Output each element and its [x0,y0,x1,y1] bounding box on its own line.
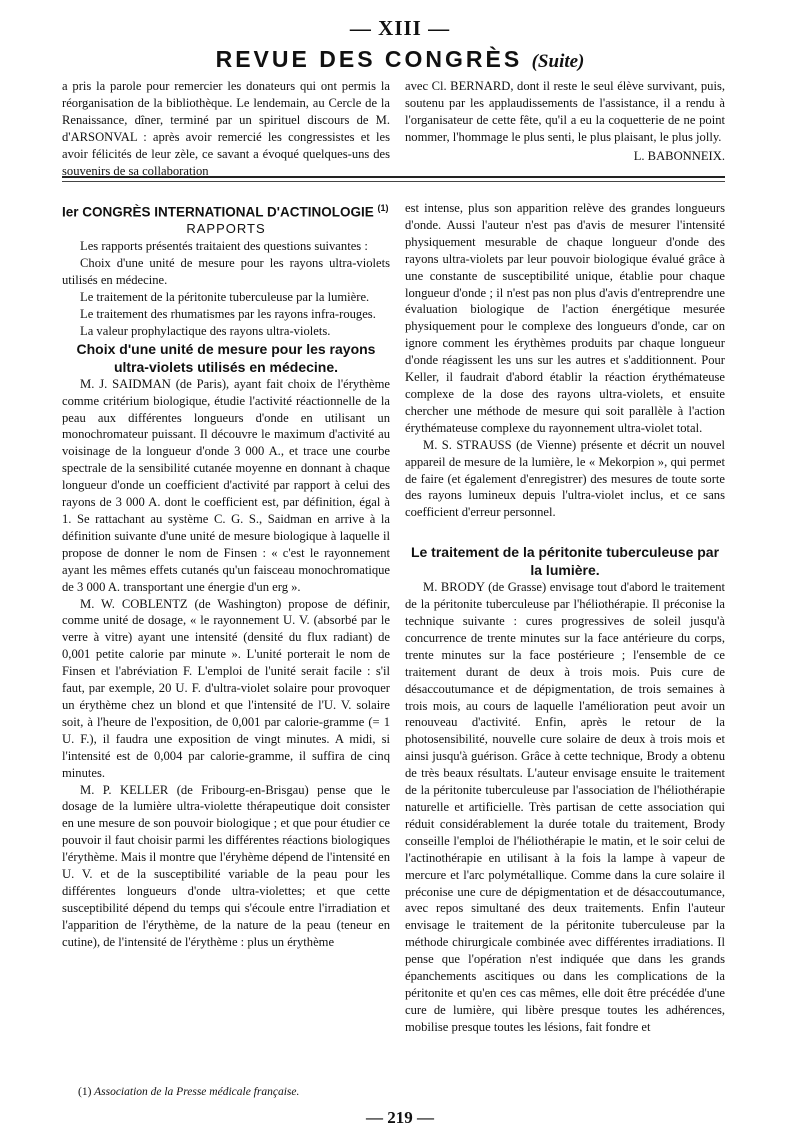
top-left-column [62,78,390,179]
footnote [78,1086,378,1098]
roman-page-number: — XIII — [349,16,451,40]
congres-heading [62,200,390,221]
title-suffix: (Suite) [531,51,585,72]
section-divider-thin [62,181,725,182]
left-column [62,200,390,951]
page-title [0,46,800,73]
paragraph-saidman: M. J. SAIDMAN (de Paris), ayant fait choix de l'érythème comme critérium biologique, étudie l'activité réactionnelle de la peau aux différentes longueurs d'onde en utilisant un monochromateur puissant. Il découvre le maximum d'activité au voisinage de la longueur d'onde 3 000 A., et trace une courbe spectrale de la sensibilité cutanée moyenne en donnant à chaque longueur d'onde un coefficient d'activité par rapport à celui des rayons de 3 000 A. dont le coefficient est, par définition, égal à 1. Se rattachant au système C. G. S., Saidman en arrive à la définition suivante d'une unité de mesure biologique à laquelle il propose de donner le nom de Finsen : « c'est le rayonnement ayant les mêmes effets cutanés qu'un faisceau monochromatique de 3 000 A. transportant une énergie d'un erg ». [62,376,390,594]
right-column [405,200,725,1036]
section-heading-peritonite: Le traitement de la péritonite tuberculeuse par la lumière. [410,544,720,579]
list-item: Le traitement de la péritonite tuberculeuse par la lumière. [80,290,370,305]
paragraph-strauss: M. S. STRAUSS (de Vienne) présente et décrit un nouvel appareil de mesure de la lumière, le « Mekorpion », qui permet de faire (et également d'enregistrer) des mesures de toute sorte des rayons lumineux depuis l'ultra-violet inclus, et ce sans coefficient d'erreur personnel. [405,437,725,520]
congres-title: CONGRÈS INTERNATIONAL D'ACTINOLOGIE [82,204,374,220]
section-divider [62,176,725,178]
list-item: La valeur prophylactique des rayons ultra-violets. [80,323,331,338]
title-main: REVUE DES CONGRÈS [215,46,523,72]
paragraph-keller-cont: est intense, plus son apparition relève des grandes longueurs d'onde. Aussi l'auteur n'est pas d'avis de mesurer l'intensité physiquement mesurable de chaque longueur d'onde des rayons ultra-violets par leur pouvoir biologique évalué grâce à une constante de susceptibilité unique, établie pour chaque longueur d'onde ; il n'est pas non plus d'avis d'entreprendre une évaluation biologique de l'action énergétique mesurée physiquement pour le complexe des longueurs d'onde, car on ignore comment les érythèmes produits par chaque longueur d'onde réagissent les uns sur les autres et s'additionnent. Pour Keller, il faudrait d'abord établir la réaction érythémateuse complexe de la dose des rayons ultra-violets, et ensuite chercher une méthode de mesure qui soit parallèle à l'action érythémateuse complexe du rayonnement ultra-violet total. [405,201,725,435]
top-left-text: a pris la parole pour remercier les donateurs qui ont permis la réorganisation de la bibliothèque. Le lendemain, au Cercle de la Renaissance, dîner, terminé par un spirituel discours de M. d'ARSONVAL : après avoir remercié les congressistes et les avoir félicités de leur zèle, ce savant a évoqué quelques-uns des souvenirs de sa collaboration [62,79,390,178]
intro-paragraph: Les rapports présentés traitaient des questions suivantes : [80,239,368,254]
signature: L. BABONNEIX. [633,148,725,163]
footnote-text: Association de la Presse médicale française. [94,1086,300,1098]
list-item: Le traitement des rhumatismes par les rayons infra-rouges. [80,306,376,321]
rapports-heading: RAPPORTS [186,221,266,237]
congres-roman: Ier [62,204,79,220]
paragraph-coblentz: M. W. COBLENTZ (de Washington) propose de définir, comme unité de dosage, « le rayonnement U. V. (absorbé par le verre à vitre) ayant une intensité (densité du flux radiant) de 0,001 petite calorie par minute ». L'unité porterait le nom de Finsen et l'abréviation F. L'emploi de l'unité serait facile : s'il faut, par exemple, 20 U. F. d'ultra-violet solaire pour provoquer un érythème chez un blond et que l'intensité de l'U. V. solaire soit, à l'heure de l'exposition, de 0,001 par calorie-gramme (= 1 U. F.), il faudra une exposition de vingt minutes. A midi, si l'intensité est de 0,004 par calorie-gramme, il suffira de cinq minutes. [62,596,390,780]
paragraph-keller: M. P. KELLER (de Fribourg-en-Brisgau) pense que le dosage de la lumière ultra-violette thérapeutique doit consister en une mesure de son pouvoir biologique ; et que pour étudier ce pouvoir il faut choisir parmi les différentes réactions biologiques l'érythème. Mais il montre que l'éryhème dépend de l'intensité en U. V. et de la susceptibilité variable de la peau pour les différentes longueurs d'onde ultra-violettes; et que cette susceptibilité dépend du temps qui s'écoule entre l'irradiation et l'apparition de l'érythème, de la nature de la peau (teneur en cutine), de l'intensité de l'érythème : plus un érythème [62,782,390,949]
section-heading-unite: Choix d'une unité de mesure pour les rayons ultra-violets utilisés en médecine. [76,340,376,375]
footnote-ref: (1) [377,203,389,213]
top-right-column [405,78,725,165]
list-item: Choix d'une unité de mesure pour les rayons ultra-violets utilisés en médecine. [62,256,390,288]
page-number: — 219 — [366,1108,434,1127]
footnote-number: (1) [78,1086,92,1098]
paragraph-brody: M. BRODY (de Grasse) envisage tout d'abord le traitement de la péritonite tuberculeuse par l'héliothérapie. Il préconise la technique suivante : cures progressives de soleil jusqu'à concurrence de trente minutes sur la face antérieure du corps, trente minutes sur la face postérieure ; l'ensemble de ce traitement durant de deux à trois mois. Puis cure de désaccoutumance et de dépigmentation, de trois semaines à trois mois, au cours de laquelle l'amélioration peut avoir un renouveau d'activité. Enfin, après le retour de la photosensibilité, nouvelle cure solaire de deux à trois mois et ainsi jusqu'à guérison. Grâce à cette technique, Brody a obtenu de très beaux résultats. L'auteur envisage ensuite le traitement de la péritonite tuberculeuse par l'association de l'héliothérapie naturelle et artificielle. Très partisan de cette association qui réduit considérablement la durée totale du traitement, Brody conseille l'emploi de l'héliothérapie le matin, et le soir celui de l'actinothérapie en utilisant à la fois la lampe à vapeur de mercure et l'arc polymétallique. Comme dans la cure solaire il préconise une cure de dépigmentation et de désaccoutumance, avec repos simultané des deux traitements. Enfin l'auteur envisage le traitement de la péritonite tuberculeuse par la méthode chirurgicale combinée avec différentes irradiations. Il pense que l'opération n'est indiquée que dans les grands épanchements ascitiques ou dans les complications de la péritonite et qu'en ces cas mêmes, elle doit être précédée d'une cure de lumière, qui libère presque toutes les adhérences, mobilise presque toutes les lésions, fait fondre et [405,580,725,1034]
top-right-text: avec Cl. BERNARD, dont il reste le seul élève survivant, puis, soutenu par les applaudissements de l'assistance, il a rendu à l'organisateur de cette fête, qu'il a eu la coquetterie de ne point nommer, l'hommage le plus senti, le plus plaisant, le plus jolly. [405,79,725,144]
